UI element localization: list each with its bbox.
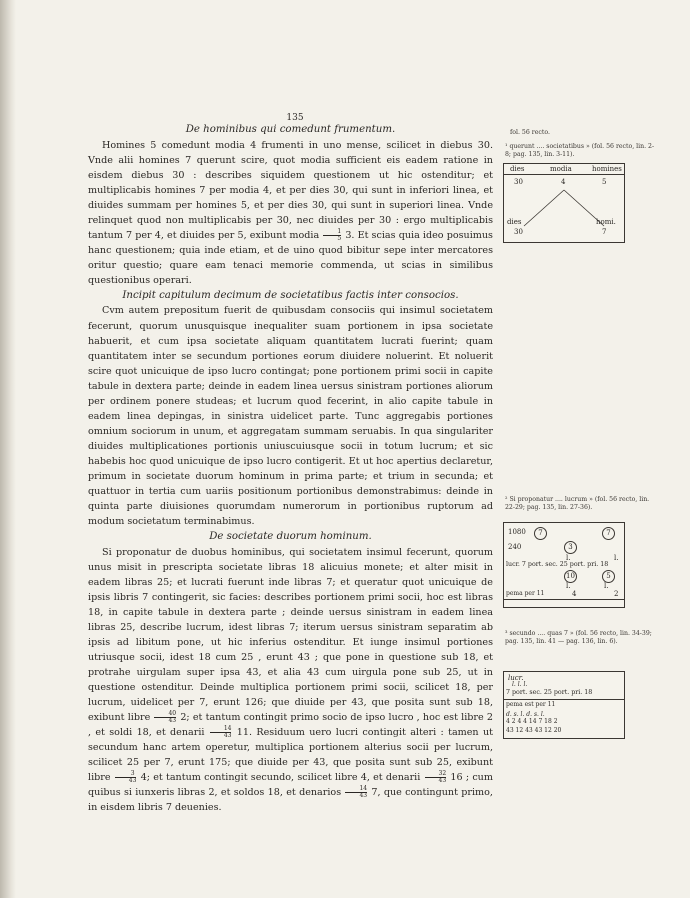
box2-l4: l. xyxy=(604,582,609,590)
diagram-box-3 xyxy=(503,671,625,739)
margin-note-2: ² Si proponatur .... lucrum » (fol. 56 recto, lin. 22-29; pag. 135, lin. 27-36). xyxy=(505,496,650,511)
box1-r1-4: 4 xyxy=(561,178,566,186)
box3-values-top: 4 2 4 4 14 7 18 2 xyxy=(506,718,558,725)
box2-l2: l. xyxy=(614,554,619,562)
box2-row: lucr. 7 port. sec. 25 port. pri. 18 xyxy=(506,561,609,568)
box2-l3: l. xyxy=(566,582,571,590)
box3-lucr: lucr. xyxy=(508,674,524,682)
fraction-14-43: $\frac{14}{43}$ xyxy=(210,726,232,739)
heading-duorum: De societate duorum hominum. xyxy=(209,531,372,543)
box1-label-dies: dies xyxy=(507,218,522,226)
box2-v1: 4 xyxy=(572,590,577,598)
paragraph-duorum: Si proponatur de duobus hominibus, qui societatem insimul fecerunt, quorum unus misit in prescripta societate libras 18 alicuius monete; et alter misit in eadem libras 25; et lucrati fuerunt inde libras 7; et queratur quot unicuique de ipsis libris 7 contingerit, sic facies: describes portionem primi socii, hoc est libras 18, in capite tabule in dextera parte ; deinde uersus sinistram in eadem linea libras 25, describe lucrum, idest libras 7; iterum uersus sinistram separatim ab ipsis ad libitum pone, ut hic inferius ostenditur. Et iunge insimul portiones utriusque socii, idest 18 cum 25 , erunt 43 ; que pone in questione sub 18, et protrahe uirgulam super ipsa 43, et alia 43 cum uirgula pone sub 25, ut in questione ostenditur. Deinde multiplica portionem primi socii, scilicet 18, per lucrum, uidelicet per 7, erunt 126; que diuide per 43, que posita sunt sub 18, exibunt libre $\frac{40}{43}$ 2; et tantum contingit primo socio de ipso lucro , hoc est libre 2 , et soldi 18, et denarii $\frac{14}{43}$ 11. Residuum uero lucri contingit alteri : tamen ut secundum hanc artem operetur, multiplica portionem alterius socii per lucrum, scilicet 25 per 7, erunt 175; que diuide per 43, que posita sunt sub 25, exibunt libre $\frac{3}{43}$ 4; et tantum contingit secundo, scilicet libre 4, et denarii $\frac{32}{43}$ 16 ; cum quibus si iunxeris libras 2, et soldos 18, et denarios $\frac{14}{43}$ 7, que contingunt primo, in eisdem libris 7 deuenies. xyxy=(88,546,493,814)
book-spine-shadow xyxy=(0,0,16,898)
paragraph-societatibus: Cvm autem prepositum fuerit de quibusdam consociis qui insimul societatem fecerunt, quorum unusquisque inequaliter suam portionem in ipsa societate habuerit, et cum ipsa societate aliquam quantitatem lucrati fuerint; quam quantitatem inter se secundum portiones eorum diuidere noluerint. Et noluerit scire quot unicuique de ipso lucro contingat; pone portionem primi socii in capite tabule in dextera parte; deinde in eadem linea uersus sinistram portiones aliorum per ordinem ponere studeas; et lucrum quod fecerint, in alio capite tabule in eadem linea depingas, in sinistra uidelicet parte. Tunc aggregabis portiones omnium sociorum in unum, et aggregatam summam seruabis. In qua singulariter diuides multiplicationes portionis uniuscuiusque socii in totum lucrum; et sic habebis hoc quod unicuique de ipso lucro contigerit. Et ut hoc apertius declaretur, primum in societate duorum hominum in prima parte; et trium in secunda; et quattuor in tertia cum uariis positionum portionibus demonstrabimus: deinde in quinta parte diuisiones quorumdam numerorum in portionibus ruptorum ad modum societatum terminabimus. xyxy=(88,305,493,528)
diagram-box-2 xyxy=(503,522,625,608)
box2-v2: 2 xyxy=(614,590,619,598)
paragraph-frumentum: Homines 5 comedunt modia 4 frumenti in uno mense, scilicet in diebus 30. Vnde alii homines 7 querunt scire, quot modia sufficient eis eadem ratione in eisdem diebus 30 : describes siquidem questionem ut hic ostenditur; et multiplicabis homines 7 per modia 4, et per dies 30, qui sunt in inferiori linea, et diuides summam per homines 5, et per dies 30, qui sunt in superiori linea. Vnde relinquet quod non multiplicabis per 30, nec diuides per 30 : ergo multiplicabis tantum 7 per 4, et diuides per 5, exibunt modia $\frac{1}{5}$ 3. Et scias quia ideo posuimus hanc questionem; quia inde etiam, et de uino quod bibitur sepe inter mercatores oritur questio; quare eam tenaci memorie commenda, ut scias in similibus questionibus operari. xyxy=(88,139,493,286)
box2-circle-10: 10 xyxy=(564,570,577,583)
box3-l-row: l. l. l. xyxy=(512,681,528,688)
heading-frumentum: De hominibus qui comedunt frumentum. xyxy=(185,124,396,135)
fraction-one-fifth: $\frac{1}{5}$ xyxy=(323,229,341,242)
box2-circle-7b: 7 xyxy=(602,527,615,540)
box1-label-homi: homi. xyxy=(596,218,616,226)
box3-values-bottom: 43 12 43 43 12 20 xyxy=(506,727,562,734)
box1-r2-30: 30 xyxy=(514,228,523,236)
box2-circle-7a: 7 xyxy=(534,527,547,540)
fraction-40-43: $\frac{40}{43}$ xyxy=(154,711,176,724)
box1-r1-30: 30 xyxy=(514,178,523,186)
margin-fol-ref: fol. 56 recto. xyxy=(510,129,550,136)
box1-header-homines: homines xyxy=(592,165,622,173)
box2-1080: 1080 xyxy=(508,528,526,536)
heading-capitulum: Incipit capitulum decimum de societatibus factis inter consocios. xyxy=(122,289,459,301)
margin-note-3: ³ secundo .... quas 7 » (fol. 56 recto, lin. 34-39; pag. 135, lin. 41 — pag. 136, lin. 6). xyxy=(505,630,652,645)
box1-header-dies: dies xyxy=(510,165,525,173)
box1-r1-5: 5 xyxy=(602,178,607,186)
box2-240: 240 xyxy=(508,543,522,551)
fraction-14-43-b: $\frac{14}{43}$ xyxy=(345,786,367,799)
box1-header-modia: modia xyxy=(550,165,572,173)
fraction-3-43: $\frac{3}{43}$ xyxy=(115,771,137,784)
page-number: 135 xyxy=(286,113,304,123)
box3-port-row: 7 port. sec. 25 port. pri. 18 xyxy=(506,689,593,696)
main-text xyxy=(88,122,493,816)
box2-pema: pema per 11 xyxy=(506,590,545,597)
box3-dsl: d. s. l. d. s. l. xyxy=(506,711,545,718)
box3-pema: pema est per 11 xyxy=(506,701,556,708)
box2-circle-5: 5 xyxy=(602,570,615,583)
diagram-box-1 xyxy=(503,163,625,243)
margin-note-1: ¹ querunt .... societatibus » (fol. 56 recto, lin. 2-8; pag. 135, lin. 3-11). xyxy=(505,143,655,158)
box2-l1: l. xyxy=(566,554,571,562)
box1-r2-7: 7 xyxy=(602,228,607,236)
fraction-32-43: $\frac{32}{43}$ xyxy=(425,771,447,784)
box2-circle-3: 3 xyxy=(564,541,577,554)
